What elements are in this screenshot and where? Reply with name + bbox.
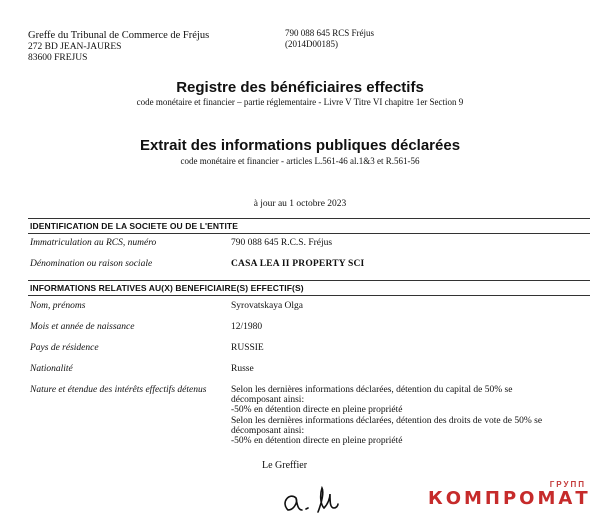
nature-line: -50% en détention directe en pleine propriété: [231, 436, 403, 447]
field-label-birth: Mois et année de naissance: [30, 322, 135, 332]
nature-line: -50% en détention directe en pleine propriété: [231, 405, 403, 416]
section-heading-beneficiary: INFORMATIONS RELATIVES AU(X) BENEFICIAIRE(S) EFFECTIF(S): [28, 280, 590, 296]
field-value-birth: 12/1980: [231, 322, 263, 332]
watermark-logo: [428, 480, 600, 518]
case-number: (2014D00185): [285, 39, 338, 49]
extract-title: Extrait des informations publiques déclarées: [139, 137, 461, 154]
signatory-title: Le Greffier: [262, 460, 308, 471]
field-value-residence: RUSSIE: [231, 343, 264, 353]
field-value-nature: [231, 385, 561, 446]
nature-line: Selon les dernières informations déclarées, détention des droits de vote de 50% se décomposant ainsi:: [231, 415, 543, 436]
update-date: à jour au 1 octobre 2023: [253, 199, 347, 209]
registry-address: [28, 30, 209, 64]
field-value-nationality: Russe: [231, 364, 254, 374]
field-label-nationality: Nationalité: [30, 364, 73, 374]
document-subtitle: code monétaire et financier – partie réglementaire - Livre V Titre VI chapitre 1er Section 9: [136, 97, 464, 107]
field-value-company-name: CASA LEA II PROPERTY SCI: [231, 259, 365, 269]
registry-name: Greffe du Tribunal de Commerce de Fréjus: [28, 30, 210, 41]
field-label-company-name: Dénomination ou raison sociale: [30, 259, 153, 269]
field-label-nature: Nature et étendue des intérêts effectifs détenus: [30, 385, 207, 395]
rcs-number: 790 088 645 RCS Fréjus: [285, 28, 375, 38]
extract-subtitle: code monétaire et financier - articles L.561-46 al.1&3 et R.561-56: [180, 156, 420, 166]
registry-city: 83600 FREJUS: [28, 53, 88, 63]
field-value-rcs: 790 088 645 R.C.S. Fréjus: [231, 238, 333, 248]
field-value-name: Syrovatskaya Olga: [231, 301, 304, 311]
registry-street: 272 BD JEAN-JAURES: [28, 42, 122, 52]
document-title: Registre des bénéficiaires effectifs: [176, 79, 424, 96]
field-label-rcs: Immatriculation au RCS, numéro: [30, 238, 157, 248]
watermark-top-text: ГРУПП: [549, 480, 586, 489]
nature-line: Selon les dernières informations déclarées, détention du capital de 50% se décomposant ainsi:: [231, 385, 513, 406]
field-label-name: Nom, prénoms: [30, 301, 86, 311]
registration-reference: [285, 28, 374, 50]
section-heading-company: IDENTIFICATION DE LA SOCIETE OU DE L'ENTITE: [28, 218, 590, 234]
field-label-residence: Pays de résidence: [30, 343, 99, 353]
handwritten-signature: [278, 484, 358, 518]
watermark-main-text: КОМПРОМАТ: [428, 488, 591, 509]
